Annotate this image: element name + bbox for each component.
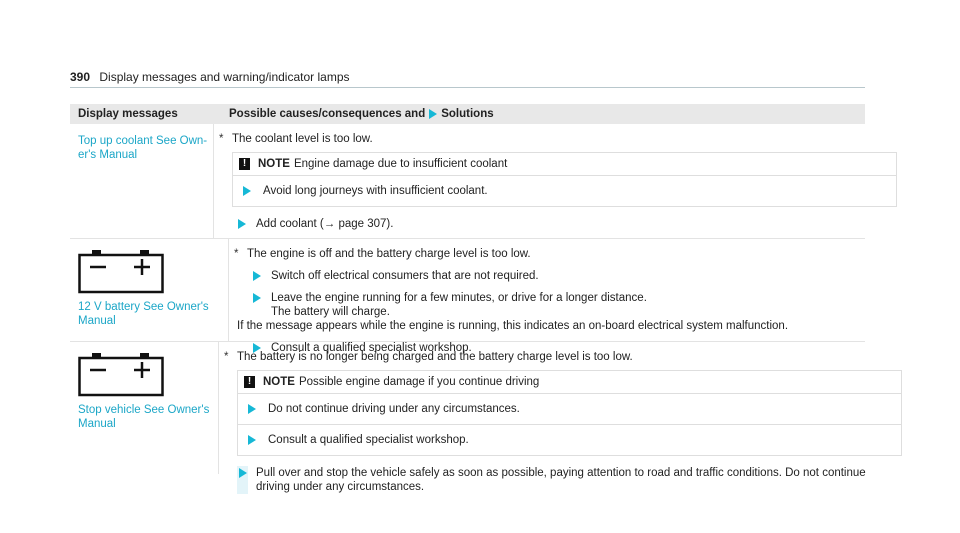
play-arrow-icon	[239, 468, 247, 478]
messages-table	[70, 104, 866, 493]
battery-icon	[78, 352, 164, 397]
col-causes-solutions	[229, 108, 865, 120]
step-marker	[237, 466, 248, 494]
play-arrow-icon	[238, 219, 246, 229]
cause-cell	[214, 124, 905, 238]
action-step: Leave the engine running for a few minutes, or drive for a longer distance. The battery will charge.	[247, 291, 857, 319]
table-header	[70, 104, 865, 124]
action-step: Add coolant (→ page 307).	[232, 217, 897, 231]
cause-item: * The battery is no longer being charged and the battery charge level is too low.	[224, 351, 633, 363]
cause-cell	[219, 342, 910, 493]
page-title: Display messages and warning/indicator lamps	[99, 70, 350, 84]
page-number: 390	[70, 70, 91, 84]
note-step: Do not continue driving under any circumstances.	[238, 394, 901, 424]
cause-item: * The coolant level is too low.	[219, 133, 373, 145]
battery-icon	[78, 249, 164, 294]
cause-cell	[229, 239, 865, 354]
note-box: ! NOTE Possible engine damage if you continue driving Do not continue driving under any circumstances. Consult a qualified specialist workshop.	[237, 370, 902, 456]
play-arrow-icon	[429, 109, 437, 119]
note-step: Consult a qualified specialist workshop.	[238, 424, 901, 455]
cause-item: * The engine is off and the battery charge level is too low.	[234, 248, 531, 260]
warning-icon: !	[239, 158, 250, 170]
action-step: Consult a qualified specialist workshop.	[247, 341, 857, 355]
note-box: ! NOTE Engine damage due to insufficient coolant Avoid long journeys with insufficient coolant.	[232, 152, 897, 207]
play-arrow-icon	[253, 271, 261, 281]
message-text: Stop vehicle See Owner's Manual	[78, 404, 210, 430]
action-step: Pull over and stop the vehicle safely as soon as possible, paying attention to road and traffic conditions. Do not continue driving under any circumstances.	[237, 466, 902, 494]
col-solutions-label: Solutions	[441, 108, 494, 120]
message-text: 12 V battery See Owner's Manual	[78, 301, 209, 327]
message-cell	[70, 239, 229, 341]
play-arrow-icon	[248, 435, 256, 445]
message-cell	[70, 124, 214, 238]
warning-icon: !	[244, 376, 255, 388]
info-paragraph: If the message appears while the engine is running, this indicates an on-board electrical system malfunction.	[237, 320, 789, 332]
message-text: Top up coolant See Own- er's Manual	[78, 135, 208, 161]
note-step: Avoid long journeys with insufficient coolant.	[233, 176, 896, 206]
page-header	[70, 70, 350, 84]
col-display-messages: Display messages	[78, 108, 178, 120]
play-arrow-icon	[253, 293, 261, 303]
table-row	[70, 239, 865, 354]
action-step: Switch off electrical consumers that are not required.	[247, 269, 857, 283]
play-arrow-icon	[243, 186, 251, 196]
play-arrow-icon	[248, 404, 256, 414]
message-cell	[70, 342, 219, 474]
table-row	[70, 342, 866, 493]
table-row	[70, 124, 865, 239]
header-divider	[70, 87, 865, 88]
col-causes-label: Possible causes/consequences and	[229, 108, 426, 120]
